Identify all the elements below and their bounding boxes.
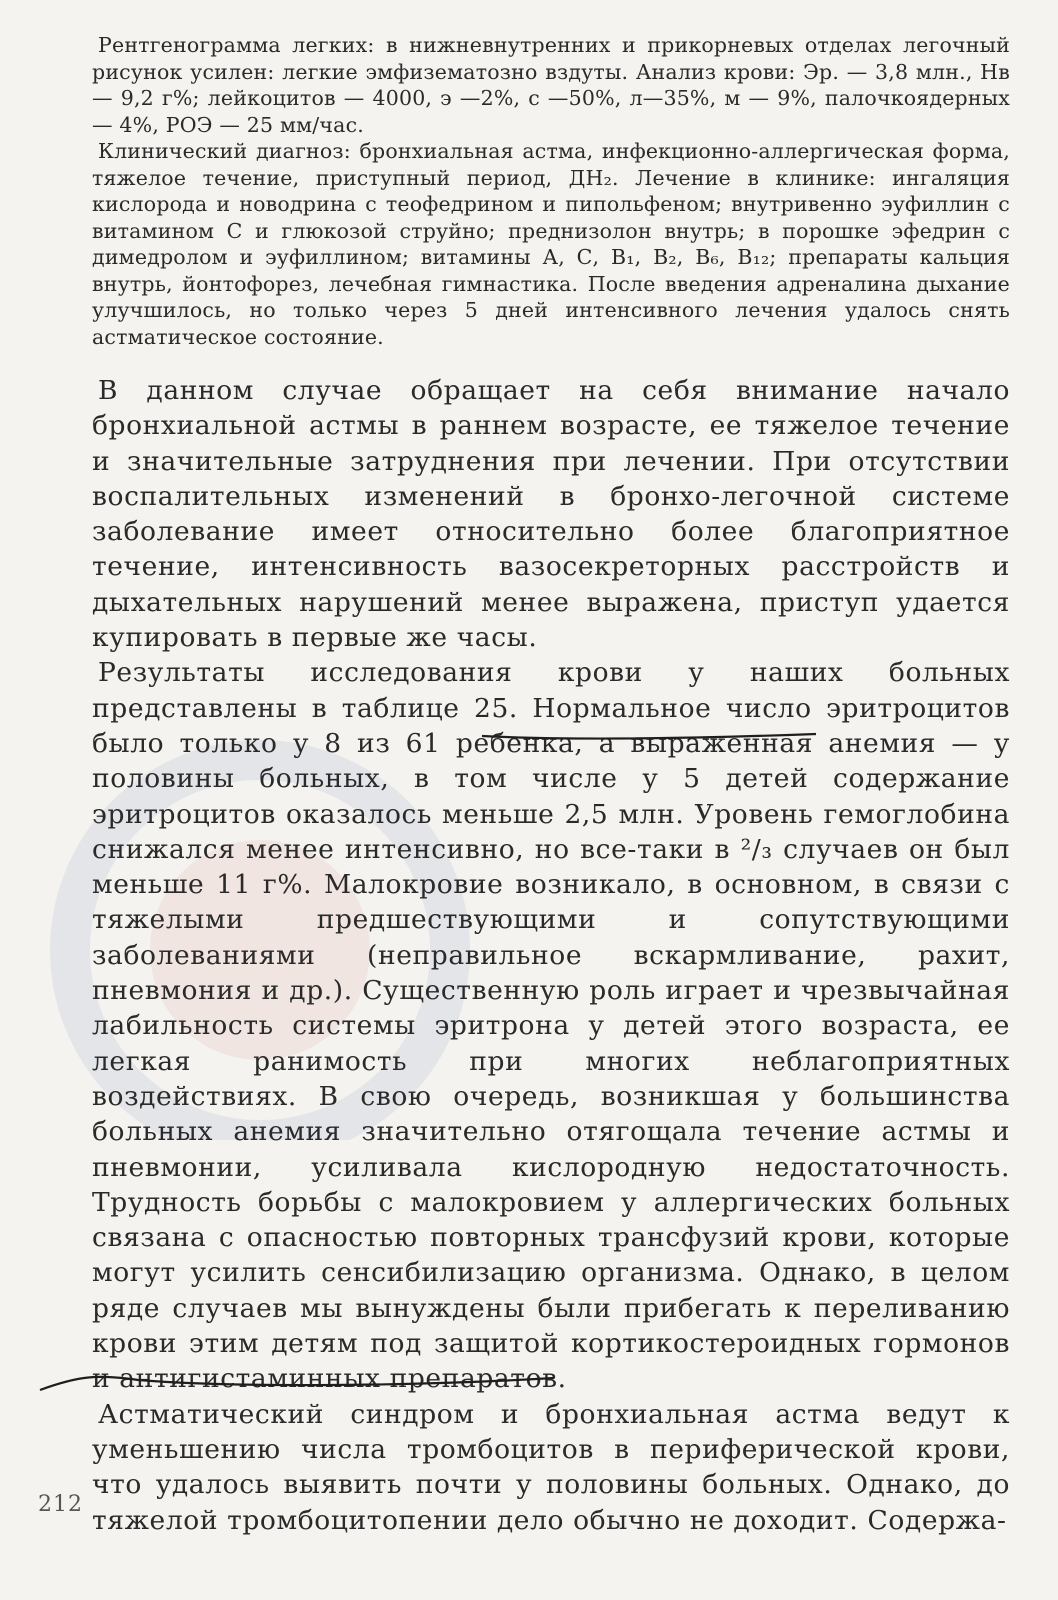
platelets-paragraph: Астматический синдром и бронхиальная астма ведут к уменьшению числа тромбоцитов в периферической крови, что удалось выявить почти у половины больных. Однако, до тяжелой тромбоцитопении дело обычно не доходит. Содержа- [92, 1398, 1010, 1536]
case-discussion-paragraph: В данном случае обращает на себя внимание начало бронхиальной астмы в раннем возрасте, ее тяжелое течение и значительные затруднения при лечении. При отсутствии воспалительных изменений в бронхо-легочной системе заболевание имеет относительно более благоприятное течение, интенсивность вазосекреторных расстройств и дыхательных нарушений менее выражена, приступ удается купировать в первые же часы. [92, 375, 1010, 654]
case-notes [92, 32, 1010, 350]
clinical-diagnosis-paragraph: Клинический диагноз: бронхиальная астма, инфекционно-аллергическая форма, тяжелое течение, приступный период, ДН₂. Лечение в клинике: ингаляция кислорода и новодрина с теофедрином и пипольфеном; внутривенно эуфиллин с витамином С и глюкозой струйно; преднизолон внутрь; в порошке эфедрин с димедролом и эуфиллином; витамины А, С, B₁, B₂, B₆, B₁₂; препараты кальция внутрь, йонтофорез, лечебная гимнастика. После введения адреналина дыхание улучшилось, но только через 5 дней интенсивного лечения удалось снять астматическое состояние. [92, 139, 1010, 349]
blood-results-paragraph: Результаты исследования крови у наших больных представлены в таблице 25. Нормальное число эритроцитов было только у 8 из 61 ребенка, а выраженная анемия — у половины больных, в том числе у 5 детей содержание эритроцитов оказалось меньше 2,5 млн. Уровень гемоглобина снижался менее интенсивно, но все-таки в ²/₃ случаев он был меньше 11 г%. Малокровие возникало, в основном, в связи с тяжелыми предшествующими и сопутствующими заболеваниями (неправильное вскармливание, рахит, пневмония и др.). Существенную роль играет и чрезвычайная лабильность системы эритрона у детей этого возраста, ее легкая ранимость при многих неблагоприятных воздействиях. В свою очередь, возникшая у большинства больных анемия значительно отягощала течение астмы и пневмонии, усиливала кислородную недостаточность. Трудность борьбы с малокровием у аллергических больных связана с опасностью повторных трансфузий крови, которые могут усилить сенсибилизацию организма. Однако, в целом ряде случаев мы вынуждены были прибегать к переливанию крови этим детям под защитой кортикостероидных гормонов и антигистаминных препаратов. [92, 657, 1010, 1395]
xray-blood-analysis-paragraph: Рентгенограмма легких: в нижневнутренних и прикорневых отделах легочный рисунок усилен: легкие эмфизематозно вздуты. Анализ крови: Эр. — 3,8 млн., Нв — 9,2 г%; лейкоцитов — 4000, э —2%, с —50%, л—35%, м — 9%, палочкоядерных — 4%, РОЭ — 25 мм/час. [92, 33, 1010, 137]
page-number: 212 [38, 1492, 83, 1517]
main-text [92, 373, 1010, 1538]
